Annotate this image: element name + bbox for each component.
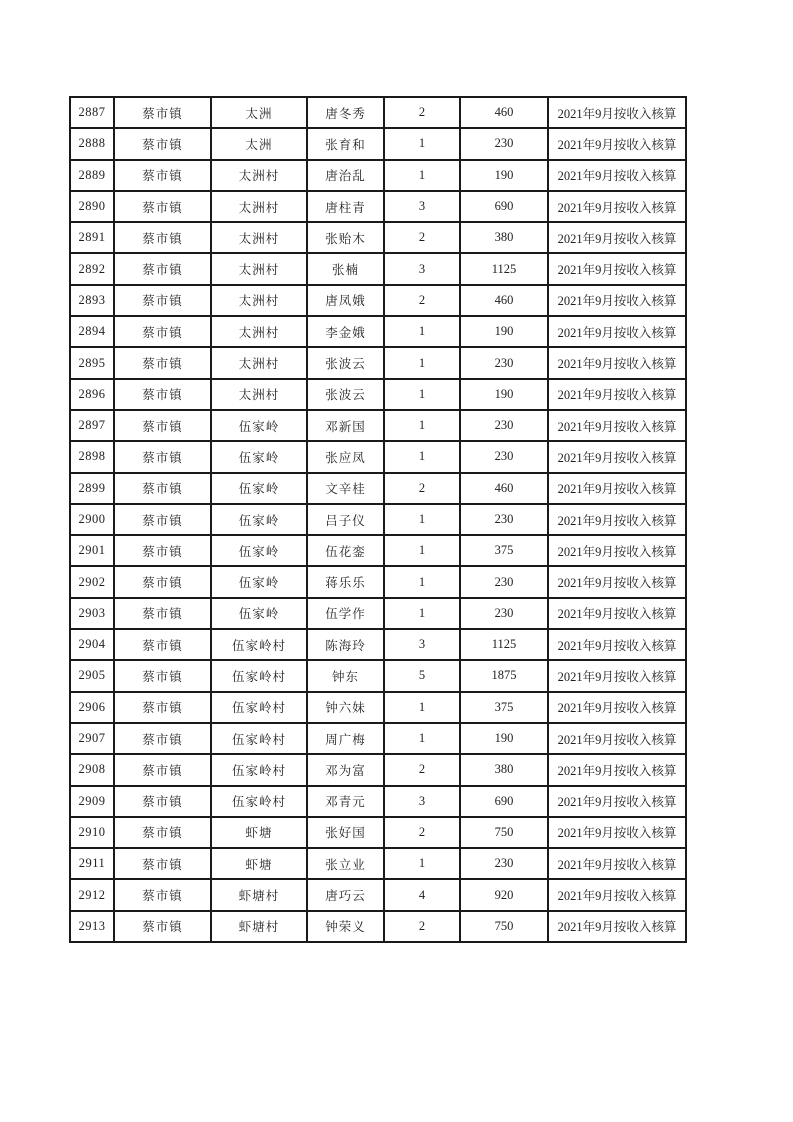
cell-serial: 2893 — [70, 285, 114, 316]
cell-town: 蔡市镇 — [114, 660, 211, 691]
table-row — [70, 786, 686, 817]
cell-remark: 2021年9月按收入核算 — [548, 566, 686, 597]
cell-persons: 1 — [384, 160, 460, 191]
cell-remark: 2021年9月按收入核算 — [548, 128, 686, 159]
cell-amount: 190 — [460, 160, 548, 191]
cell-remark: 2021年9月按收入核算 — [548, 848, 686, 879]
cell-persons: 2 — [384, 285, 460, 316]
cell-name: 张育和 — [307, 128, 384, 159]
cell-name: 伍花銮 — [307, 535, 384, 566]
cell-serial: 2889 — [70, 160, 114, 191]
cell-name: 蒋乐乐 — [307, 566, 384, 597]
cell-name: 唐巧云 — [307, 879, 384, 910]
cell-village: 虾塘村 — [211, 911, 307, 942]
cell-serial: 2890 — [70, 191, 114, 222]
table-row — [70, 504, 686, 535]
cell-name: 钟六妹 — [307, 692, 384, 723]
cell-village: 虾塘 — [211, 848, 307, 879]
table-row — [70, 128, 686, 159]
cell-serial: 2912 — [70, 879, 114, 910]
cell-serial: 2895 — [70, 347, 114, 378]
cell-name: 吕子仪 — [307, 504, 384, 535]
cell-serial: 2898 — [70, 441, 114, 472]
cell-serial: 2909 — [70, 786, 114, 817]
cell-remark: 2021年9月按收入核算 — [548, 316, 686, 347]
cell-serial: 2897 — [70, 410, 114, 441]
table-row — [70, 222, 686, 253]
cell-remark: 2021年9月按收入核算 — [548, 347, 686, 378]
cell-name: 钟东 — [307, 660, 384, 691]
cell-persons: 2 — [384, 97, 460, 128]
cell-village: 太洲村 — [211, 191, 307, 222]
cell-village: 太洲 — [211, 97, 307, 128]
cell-serial: 2910 — [70, 817, 114, 848]
cell-serial: 2901 — [70, 535, 114, 566]
cell-persons: 2 — [384, 754, 460, 785]
table-row — [70, 566, 686, 597]
cell-amount: 1125 — [460, 629, 548, 660]
cell-amount: 380 — [460, 222, 548, 253]
cell-persons: 3 — [384, 786, 460, 817]
cell-name: 伍学作 — [307, 598, 384, 629]
cell-town: 蔡市镇 — [114, 692, 211, 723]
cell-village: 虾塘 — [211, 817, 307, 848]
cell-village: 伍家岭村 — [211, 723, 307, 754]
cell-town: 蔡市镇 — [114, 566, 211, 597]
cell-name: 陈海玲 — [307, 629, 384, 660]
cell-remark: 2021年9月按收入核算 — [548, 692, 686, 723]
cell-name: 唐冬秀 — [307, 97, 384, 128]
cell-serial: 2892 — [70, 253, 114, 284]
cell-amount: 690 — [460, 786, 548, 817]
cell-amount: 230 — [460, 441, 548, 472]
cell-serial: 2905 — [70, 660, 114, 691]
cell-serial: 2908 — [70, 754, 114, 785]
cell-village: 伍家岭村 — [211, 692, 307, 723]
cell-amount: 750 — [460, 911, 548, 942]
cell-amount: 460 — [460, 97, 548, 128]
cell-name: 张立业 — [307, 848, 384, 879]
cell-town: 蔡市镇 — [114, 253, 211, 284]
cell-village: 伍家岭村 — [211, 754, 307, 785]
cell-village: 太洲村 — [211, 160, 307, 191]
table-row — [70, 253, 686, 284]
cell-village: 太洲村 — [211, 379, 307, 410]
cell-name: 唐凤娥 — [307, 285, 384, 316]
cell-village: 太洲村 — [211, 222, 307, 253]
cell-village: 伍家岭 — [211, 598, 307, 629]
cell-amount: 190 — [460, 379, 548, 410]
cell-remark: 2021年9月按收入核算 — [548, 97, 686, 128]
cell-remark: 2021年9月按收入核算 — [548, 723, 686, 754]
cell-town: 蔡市镇 — [114, 598, 211, 629]
cell-village: 太洲村 — [211, 285, 307, 316]
cell-amount: 190 — [460, 723, 548, 754]
cell-town: 蔡市镇 — [114, 629, 211, 660]
cell-town: 蔡市镇 — [114, 786, 211, 817]
cell-persons: 1 — [384, 441, 460, 472]
cell-town: 蔡市镇 — [114, 97, 211, 128]
cell-serial: 2887 — [70, 97, 114, 128]
table-row — [70, 911, 686, 942]
cell-town: 蔡市镇 — [114, 817, 211, 848]
cell-name: 邓为富 — [307, 754, 384, 785]
cell-persons: 1 — [384, 848, 460, 879]
cell-remark: 2021年9月按收入核算 — [548, 441, 686, 472]
cell-town: 蔡市镇 — [114, 441, 211, 472]
cell-town: 蔡市镇 — [114, 723, 211, 754]
records-table-body — [70, 97, 686, 942]
table-row — [70, 285, 686, 316]
cell-village: 太洲村 — [211, 347, 307, 378]
cell-persons: 2 — [384, 817, 460, 848]
table-row — [70, 316, 686, 347]
cell-remark: 2021年9月按收入核算 — [548, 535, 686, 566]
cell-name: 周广梅 — [307, 723, 384, 754]
cell-town: 蔡市镇 — [114, 222, 211, 253]
cell-serial: 2904 — [70, 629, 114, 660]
cell-village: 伍家岭 — [211, 504, 307, 535]
cell-town: 蔡市镇 — [114, 347, 211, 378]
cell-town: 蔡市镇 — [114, 848, 211, 879]
cell-remark: 2021年9月按收入核算 — [548, 817, 686, 848]
cell-persons: 1 — [384, 535, 460, 566]
cell-amount: 1875 — [460, 660, 548, 691]
cell-serial: 2894 — [70, 316, 114, 347]
cell-amount: 920 — [460, 879, 548, 910]
cell-village: 虾塘村 — [211, 879, 307, 910]
cell-town: 蔡市镇 — [114, 191, 211, 222]
cell-remark: 2021年9月按收入核算 — [548, 660, 686, 691]
cell-village: 伍家岭 — [211, 566, 307, 597]
cell-town: 蔡市镇 — [114, 379, 211, 410]
table-row — [70, 347, 686, 378]
cell-remark: 2021年9月按收入核算 — [548, 410, 686, 441]
cell-persons: 1 — [384, 692, 460, 723]
cell-remark: 2021年9月按收入核算 — [548, 222, 686, 253]
cell-remark: 2021年9月按收入核算 — [548, 629, 686, 660]
table-row — [70, 879, 686, 910]
cell-serial: 2891 — [70, 222, 114, 253]
cell-serial: 2911 — [70, 848, 114, 879]
cell-amount: 460 — [460, 285, 548, 316]
table-row — [70, 817, 686, 848]
cell-serial: 2903 — [70, 598, 114, 629]
cell-serial: 2900 — [70, 504, 114, 535]
cell-town: 蔡市镇 — [114, 160, 211, 191]
cell-persons: 1 — [384, 723, 460, 754]
table-row — [70, 598, 686, 629]
table-row — [70, 379, 686, 410]
cell-persons: 1 — [384, 504, 460, 535]
cell-remark: 2021年9月按收入核算 — [548, 285, 686, 316]
cell-persons: 1 — [384, 410, 460, 441]
cell-persons: 5 — [384, 660, 460, 691]
cell-persons: 2 — [384, 222, 460, 253]
cell-serial: 2906 — [70, 692, 114, 723]
cell-name: 张楠 — [307, 253, 384, 284]
cell-amount: 375 — [460, 692, 548, 723]
cell-amount: 1125 — [460, 253, 548, 284]
cell-village: 伍家岭村 — [211, 660, 307, 691]
cell-amount: 230 — [460, 566, 548, 597]
cell-persons: 1 — [384, 316, 460, 347]
cell-remark: 2021年9月按收入核算 — [548, 191, 686, 222]
cell-name: 张波云 — [307, 347, 384, 378]
table-row — [70, 848, 686, 879]
cell-persons: 3 — [384, 629, 460, 660]
cell-remark: 2021年9月按收入核算 — [548, 379, 686, 410]
cell-amount: 690 — [460, 191, 548, 222]
cell-name: 唐柱青 — [307, 191, 384, 222]
cell-town: 蔡市镇 — [114, 879, 211, 910]
cell-remark: 2021年9月按收入核算 — [548, 911, 686, 942]
cell-persons: 2 — [384, 911, 460, 942]
table-row — [70, 97, 686, 128]
cell-amount: 230 — [460, 347, 548, 378]
cell-persons: 1 — [384, 128, 460, 159]
cell-serial: 2899 — [70, 473, 114, 504]
cell-village: 伍家岭 — [211, 441, 307, 472]
cell-persons: 4 — [384, 879, 460, 910]
cell-amount: 380 — [460, 754, 548, 785]
cell-name: 张波云 — [307, 379, 384, 410]
cell-name: 邓青元 — [307, 786, 384, 817]
cell-amount: 230 — [460, 504, 548, 535]
cell-amount: 230 — [460, 848, 548, 879]
cell-town: 蔡市镇 — [114, 316, 211, 347]
cell-remark: 2021年9月按收入核算 — [548, 754, 686, 785]
cell-remark: 2021年9月按收入核算 — [548, 504, 686, 535]
cell-town: 蔡市镇 — [114, 754, 211, 785]
cell-town: 蔡市镇 — [114, 535, 211, 566]
cell-name: 唐治乱 — [307, 160, 384, 191]
cell-persons: 1 — [384, 347, 460, 378]
cell-serial: 2913 — [70, 911, 114, 942]
cell-name: 张贻木 — [307, 222, 384, 253]
cell-name: 文辛桂 — [307, 473, 384, 504]
cell-persons: 3 — [384, 253, 460, 284]
table-row — [70, 441, 686, 472]
cell-town: 蔡市镇 — [114, 410, 211, 441]
cell-persons: 1 — [384, 598, 460, 629]
cell-serial: 2902 — [70, 566, 114, 597]
cell-amount: 460 — [460, 473, 548, 504]
table-row — [70, 160, 686, 191]
table-row — [70, 535, 686, 566]
cell-name: 张应凤 — [307, 441, 384, 472]
table-row — [70, 410, 686, 441]
cell-name: 张好国 — [307, 817, 384, 848]
cell-serial: 2907 — [70, 723, 114, 754]
cell-name: 钟荣义 — [307, 911, 384, 942]
cell-village: 太洲村 — [211, 253, 307, 284]
table-row — [70, 723, 686, 754]
cell-town: 蔡市镇 — [114, 285, 211, 316]
cell-town: 蔡市镇 — [114, 473, 211, 504]
cell-town: 蔡市镇 — [114, 911, 211, 942]
table-row — [70, 660, 686, 691]
cell-amount: 190 — [460, 316, 548, 347]
cell-village: 伍家岭村 — [211, 629, 307, 660]
records-table — [69, 96, 687, 943]
cell-amount: 230 — [460, 410, 548, 441]
cell-remark: 2021年9月按收入核算 — [548, 253, 686, 284]
cell-amount: 750 — [460, 817, 548, 848]
cell-village: 伍家岭村 — [211, 786, 307, 817]
cell-persons: 3 — [384, 191, 460, 222]
cell-name: 邓新国 — [307, 410, 384, 441]
cell-persons: 1 — [384, 379, 460, 410]
cell-name: 李金娥 — [307, 316, 384, 347]
cell-remark: 2021年9月按收入核算 — [548, 598, 686, 629]
cell-amount: 375 — [460, 535, 548, 566]
cell-remark: 2021年9月按收入核算 — [548, 786, 686, 817]
cell-amount: 230 — [460, 128, 548, 159]
cell-village: 太洲 — [211, 128, 307, 159]
table-row — [70, 692, 686, 723]
cell-serial: 2896 — [70, 379, 114, 410]
table-row — [70, 473, 686, 504]
cell-remark: 2021年9月按收入核算 — [548, 473, 686, 504]
cell-village: 伍家岭 — [211, 535, 307, 566]
cell-persons: 1 — [384, 566, 460, 597]
cell-town: 蔡市镇 — [114, 504, 211, 535]
cell-village: 太洲村 — [211, 316, 307, 347]
cell-village: 伍家岭 — [211, 410, 307, 441]
cell-remark: 2021年9月按收入核算 — [548, 160, 686, 191]
cell-town: 蔡市镇 — [114, 128, 211, 159]
cell-remark: 2021年9月按收入核算 — [548, 879, 686, 910]
table-row — [70, 754, 686, 785]
table-row — [70, 629, 686, 660]
cell-serial: 2888 — [70, 128, 114, 159]
cell-persons: 2 — [384, 473, 460, 504]
cell-village: 伍家岭 — [211, 473, 307, 504]
cell-amount: 230 — [460, 598, 548, 629]
table-row — [70, 191, 686, 222]
